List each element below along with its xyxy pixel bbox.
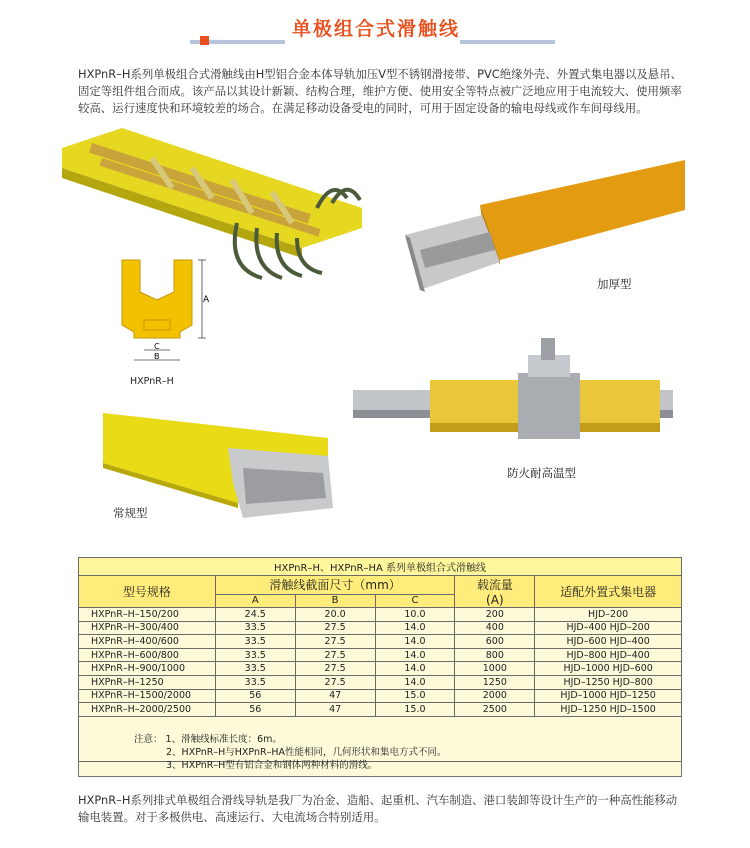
note-2: 2、HXPnR–H与HXPnR–HA性能相同，几何形状和集电方式不同。: [166, 747, 447, 758]
cell-model: HXPnR–H–1250: [79, 675, 216, 689]
dim-a-label: A: [203, 295, 210, 305]
header-collector: 适配外置式集电器: [535, 576, 682, 608]
header-section: 滑触线截面尺寸（mm）: [215, 576, 455, 595]
cell-b: 20.0: [295, 608, 375, 622]
cell-a: 33.5: [215, 621, 295, 635]
cell-model: HXPnR–H–150/200: [79, 608, 216, 622]
table-row: [79, 675, 682, 689]
cell-c: 14.0: [375, 662, 455, 676]
cell-b: 27.5: [295, 648, 375, 662]
header-a: A: [215, 594, 295, 607]
cell-c: 15.0: [375, 689, 455, 703]
cell-b: 27.5: [295, 662, 375, 676]
thick-rail-photo: [400, 150, 690, 300]
fire-resistant-rail-photo: [348, 335, 678, 450]
caption-thick: 加厚型: [597, 277, 632, 291]
cell-collector: HJD–1250 HJD–800: [535, 675, 682, 689]
cell-current: 600: [455, 635, 535, 649]
cell-b: 47: [295, 703, 375, 717]
cell-collector: HJD–1250 HJD–1500: [535, 703, 682, 717]
dim-b-label: B: [154, 352, 160, 361]
cell-model: HXPnR–H–600/800: [79, 648, 216, 662]
table-caption-row: [79, 558, 682, 576]
cell-current: 1000: [455, 662, 535, 676]
title-banner: [0, 0, 750, 60]
table-row: [79, 608, 682, 622]
cell-b: 27.5: [295, 621, 375, 635]
cell-c: 14.0: [375, 648, 455, 662]
table-row: [79, 689, 682, 703]
cell-current: 400: [455, 621, 535, 635]
cell-b: 27.5: [295, 675, 375, 689]
intro-paragraph: HXPnR–H系列单极组合式滑触线由H型铝合金本体导轨加压V型不锈钢滑接带、PVC绝缘外壳、外置式集电器以及悬吊、固定等组件组合而成。该产品以其设计新颖、结构合理，维护方便、使用安全等特点被广泛地应用于电流较大、使用频率较高、运行速度快和环境较差的场合。在满足移动设备受电的同时，可用于固定设备的输电母线或作车间母线用。: [78, 67, 682, 115]
page-title: 单极组合式滑触线: [291, 18, 460, 40]
cell-a: 33.5: [215, 648, 295, 662]
title-rule-right: [460, 40, 555, 44]
cell-a: 56: [215, 703, 295, 717]
cell-c: 14.0: [375, 635, 455, 649]
cell-collector: HJD–400 HJD–200: [535, 621, 682, 635]
cell-b: 47: [295, 689, 375, 703]
cell-model: HXPnR–H–1500/2000: [79, 689, 216, 703]
cell-collector: HJD–1000 HJD–600: [535, 662, 682, 676]
cell-model: HXPnR–H–400/600: [79, 635, 216, 649]
cell-c: 15.0: [375, 703, 455, 717]
cell-collector: HJD–1000 HJD–1250: [535, 689, 682, 703]
cell-c: 14.0: [375, 675, 455, 689]
cell-model: HXPnR–H–2000/2500: [79, 703, 216, 717]
table-header-row: [79, 576, 682, 595]
caption-fire: 防火耐高温型: [507, 466, 576, 480]
table-row: [79, 621, 682, 635]
cell-current: 800: [455, 648, 535, 662]
assembly-photo: [62, 128, 372, 283]
header-current-unit: (A): [486, 593, 504, 607]
note-1: 注意： 1、滑触线标准长度：6m。: [134, 734, 282, 745]
note-3: 3、HXPnR–H型有铝合金和钢体两种材料的滑线。: [166, 760, 378, 771]
cell-c: 10.0: [375, 608, 455, 622]
cell-model: HXPnR–H–900/1000: [79, 662, 216, 676]
header-b: B: [295, 594, 375, 607]
cell-a: 56: [215, 689, 295, 703]
cell-current: 2000: [455, 689, 535, 703]
table-row: [79, 703, 682, 717]
cell-a: 33.5: [215, 662, 295, 676]
cell-current: 200: [455, 608, 535, 622]
table-caption: HXPnR–H、HXPnR–HA 系列单极组合式滑触线: [79, 558, 682, 576]
cell-collector: HJD–200: [535, 608, 682, 622]
h-profile-diagram: [112, 250, 217, 375]
dim-c-label: C: [154, 342, 160, 351]
outro-paragraph: HXPnR–H系列排式单极组合滑线导轨是我厂为冶金、造船、起重机、汽车制造、港口装卸等设计生产的一种高性能移动输电装置。对于多极供电、高速运行、大电流场合特别适用。: [78, 793, 678, 824]
cell-a: 33.5: [215, 635, 295, 649]
cell-collector: HJD–800 HJD–400: [535, 648, 682, 662]
cell-a: 24.5: [215, 608, 295, 622]
table-row: [79, 648, 682, 662]
caption-regular: 常规型: [113, 506, 148, 520]
table-row: [79, 635, 682, 649]
header-c: C: [375, 594, 455, 607]
title-marker: [200, 36, 209, 45]
cell-current: 2500: [455, 703, 535, 717]
table-notes: [134, 733, 447, 772]
cell-b: 27.5: [295, 635, 375, 649]
cell-c: 14.0: [375, 621, 455, 635]
cell-model: HXPnR–H–300/400: [79, 621, 216, 635]
header-current: [455, 576, 535, 608]
header-model: 型号规格: [79, 576, 216, 608]
header-current-label: 载流量: [476, 578, 513, 592]
caption-profile: HXPnR–H: [130, 376, 174, 387]
cell-current: 1250: [455, 675, 535, 689]
spec-table: [78, 557, 682, 762]
table-row: [79, 662, 682, 676]
cell-collector: HJD–600 HJD–400: [535, 635, 682, 649]
cell-a: 33.5: [215, 675, 295, 689]
